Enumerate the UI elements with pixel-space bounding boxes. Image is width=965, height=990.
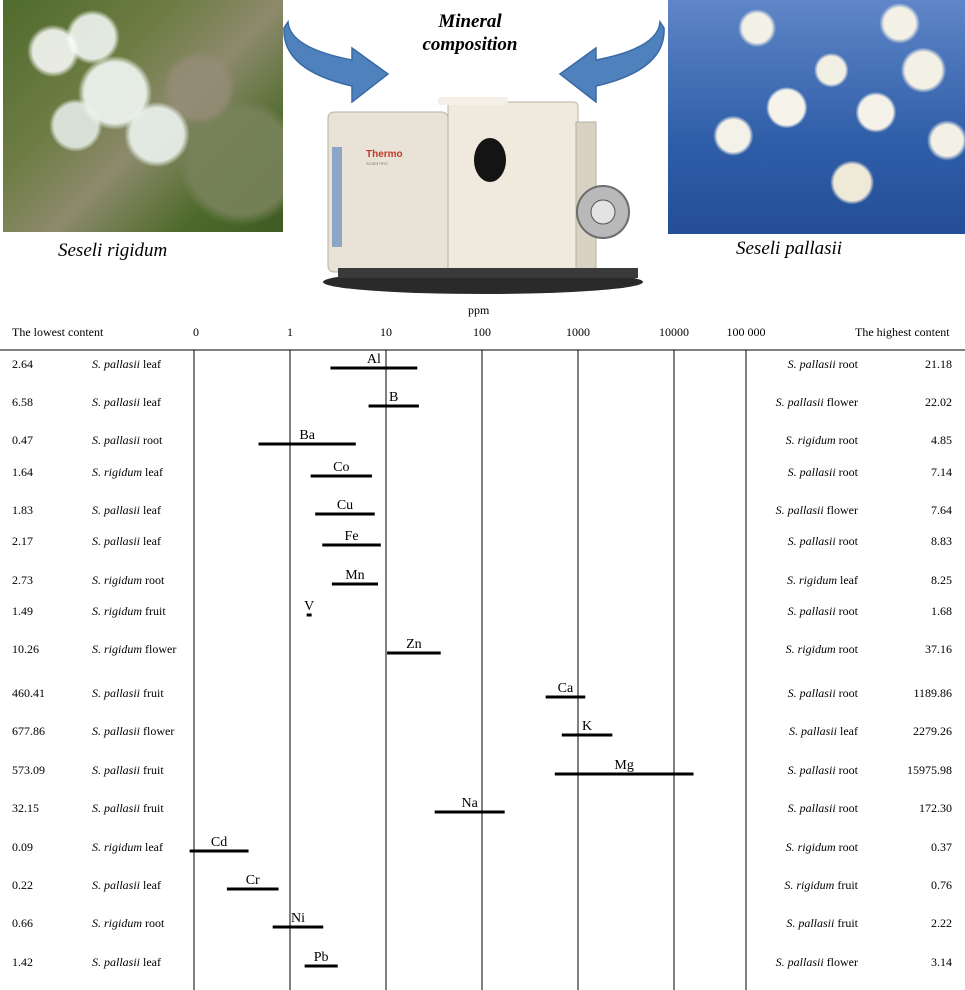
- tick-label-6: 100 000: [726, 325, 766, 339]
- header-title-line1: Mineral: [438, 11, 502, 32]
- high-source-Al: S. pallasii root: [787, 357, 858, 371]
- high-value-Fe: 8.83: [931, 534, 952, 548]
- instrument-brand: Thermo: [366, 149, 403, 160]
- high-source-B: S. pallasii flower: [775, 395, 858, 409]
- icp-spectrometer-illustration: [318, 92, 648, 297]
- high-source-Mn: S. rigidum leaf: [787, 573, 858, 587]
- high-value-Zn: 37.16: [925, 642, 952, 656]
- high-value-Ni: 2.22: [931, 916, 952, 930]
- element-label-Cr: Cr: [245, 873, 260, 888]
- high-value-V: 1.68: [931, 604, 952, 618]
- high-value-Mg: 15975.98: [907, 763, 952, 777]
- tick-label-4: 1000: [566, 325, 590, 339]
- low-source-Co: S. rigidum leaf: [92, 465, 163, 479]
- high-source-Ca: S. pallasii root: [787, 686, 858, 700]
- low-source-Fe: S. pallasii leaf: [92, 534, 161, 548]
- low-source-Ba: S. pallasii root: [92, 433, 163, 447]
- highest-content-header: The highest content: [855, 325, 950, 339]
- left-curved-arrow-icon: [284, 22, 388, 102]
- low-value-Mg: 573.09: [12, 763, 45, 777]
- high-value-Ca: 1189.86: [913, 686, 952, 700]
- low-source-Mn: S. rigidum root: [92, 573, 165, 587]
- low-value-Cu: 1.83: [12, 503, 33, 517]
- high-source-Ba: S. rigidum root: [785, 433, 858, 447]
- high-source-Mg: S. pallasii root: [787, 763, 858, 777]
- low-source-Ca: S. pallasii fruit: [92, 686, 164, 700]
- element-label-Mg: Mg: [614, 758, 634, 773]
- low-value-Zn: 10.26: [12, 642, 39, 656]
- header-title-line2: composition: [422, 34, 518, 55]
- high-source-Fe: S. pallasii root: [787, 534, 858, 548]
- low-source-Cr: S. pallasii leaf: [92, 878, 161, 892]
- low-value-B: 6.58: [12, 395, 33, 409]
- high-source-Pb: S. pallasii flower: [775, 955, 858, 969]
- high-source-Cd: S. rigidum root: [785, 840, 858, 854]
- element-label-Ni: Ni: [290, 911, 305, 926]
- low-value-Pb: 1.42: [12, 955, 33, 969]
- element-label-Co: Co: [333, 460, 350, 475]
- low-source-V: S. rigidum fruit: [92, 604, 166, 618]
- low-value-V: 1.49: [12, 604, 33, 618]
- element-label-Cu: Cu: [336, 498, 354, 513]
- low-value-Mn: 2.73: [12, 573, 33, 587]
- seseli-rigidum-photo: [3, 0, 283, 232]
- low-value-Ni: 0.66: [12, 916, 33, 930]
- low-value-Ba: 0.47: [12, 433, 33, 447]
- high-source-Na: S. pallasii root: [787, 801, 858, 815]
- high-value-Na: 172.30: [919, 801, 952, 815]
- low-source-Ni: S. rigidum root: [92, 916, 165, 930]
- low-value-Ca: 460.41: [12, 686, 45, 700]
- low-value-Fe: 2.17: [12, 534, 33, 548]
- element-label-Al: Al: [366, 352, 381, 367]
- high-value-Cr: 0.76: [931, 878, 952, 892]
- high-source-V: S. pallasii root: [787, 604, 858, 618]
- element-label-B: B: [389, 390, 399, 405]
- low-source-Cu: S. pallasii leaf: [92, 503, 161, 517]
- high-source-Cu: S. pallasii flower: [775, 503, 858, 517]
- unit-label: ppm: [468, 303, 490, 317]
- high-value-Co: 7.14: [931, 465, 952, 479]
- low-source-Pb: S. pallasii leaf: [92, 955, 161, 969]
- element-label-K: K: [582, 719, 593, 734]
- right-curved-arrow-icon: [560, 22, 664, 102]
- low-source-K: S. pallasii flower: [92, 724, 175, 738]
- low-source-Na: S. pallasii fruit: [92, 801, 164, 815]
- high-source-Co: S. pallasii root: [787, 465, 858, 479]
- low-value-Cd: 0.09: [12, 840, 33, 854]
- element-label-Zn: Zn: [406, 637, 422, 652]
- lowest-content-header: The lowest content: [12, 325, 104, 339]
- high-value-B: 22.02: [925, 395, 952, 409]
- low-source-Al: S. pallasii leaf: [92, 357, 161, 371]
- element-label-Mn: Mn: [345, 568, 365, 583]
- low-source-Zn: S. rigidum flower: [92, 642, 177, 656]
- element-label-Na: Na: [461, 796, 478, 811]
- high-value-K: 2279.26: [913, 724, 952, 738]
- element-label-Pb: Pb: [313, 950, 329, 965]
- left-caption: Seseli rigidum: [58, 240, 168, 261]
- high-source-Ni: S. pallasii fruit: [786, 916, 858, 930]
- right-caption: Seseli pallasii: [736, 238, 843, 259]
- high-source-Zn: S. rigidum root: [785, 642, 858, 656]
- low-source-Mg: S. pallasii fruit: [92, 763, 164, 777]
- element-label-Ba: Ba: [299, 428, 315, 443]
- low-value-K: 677.86: [12, 724, 45, 738]
- seseli-pallasii-photo: [668, 0, 965, 234]
- low-source-B: S. pallasii leaf: [92, 395, 161, 409]
- tick-label-3: 100: [473, 325, 491, 339]
- tick-label-2: 10: [380, 325, 392, 339]
- element-label-Fe: Fe: [344, 529, 359, 544]
- high-source-K: S. pallasii leaf: [789, 724, 858, 738]
- high-value-Mn: 8.25: [931, 573, 952, 587]
- header-title: [405, 10, 535, 56]
- high-value-Ba: 4.85: [931, 433, 952, 447]
- tick-label-5: 10000: [659, 325, 689, 339]
- low-value-Na: 32.15: [12, 801, 39, 815]
- element-label-V: V: [304, 599, 315, 614]
- high-source-Cr: S. rigidum fruit: [784, 878, 858, 892]
- low-value-Al: 2.64: [12, 357, 33, 371]
- high-value-Pb: 3.14: [931, 955, 952, 969]
- element-label-Cd: Cd: [210, 835, 228, 850]
- low-value-Co: 1.64: [12, 465, 33, 479]
- low-value-Cr: 0.22: [12, 878, 33, 892]
- high-value-Cu: 7.64: [931, 503, 952, 517]
- high-value-Al: 21.18: [925, 357, 952, 371]
- tick-label-0: 0: [193, 325, 199, 339]
- instrument-brand-sub: SCIENTIFIC: [366, 161, 389, 166]
- tick-label-1: 1: [287, 325, 293, 339]
- low-source-Cd: S. rigidum leaf: [92, 840, 163, 854]
- element-label-Ca: Ca: [557, 681, 574, 696]
- high-value-Cd: 0.37: [931, 840, 952, 854]
